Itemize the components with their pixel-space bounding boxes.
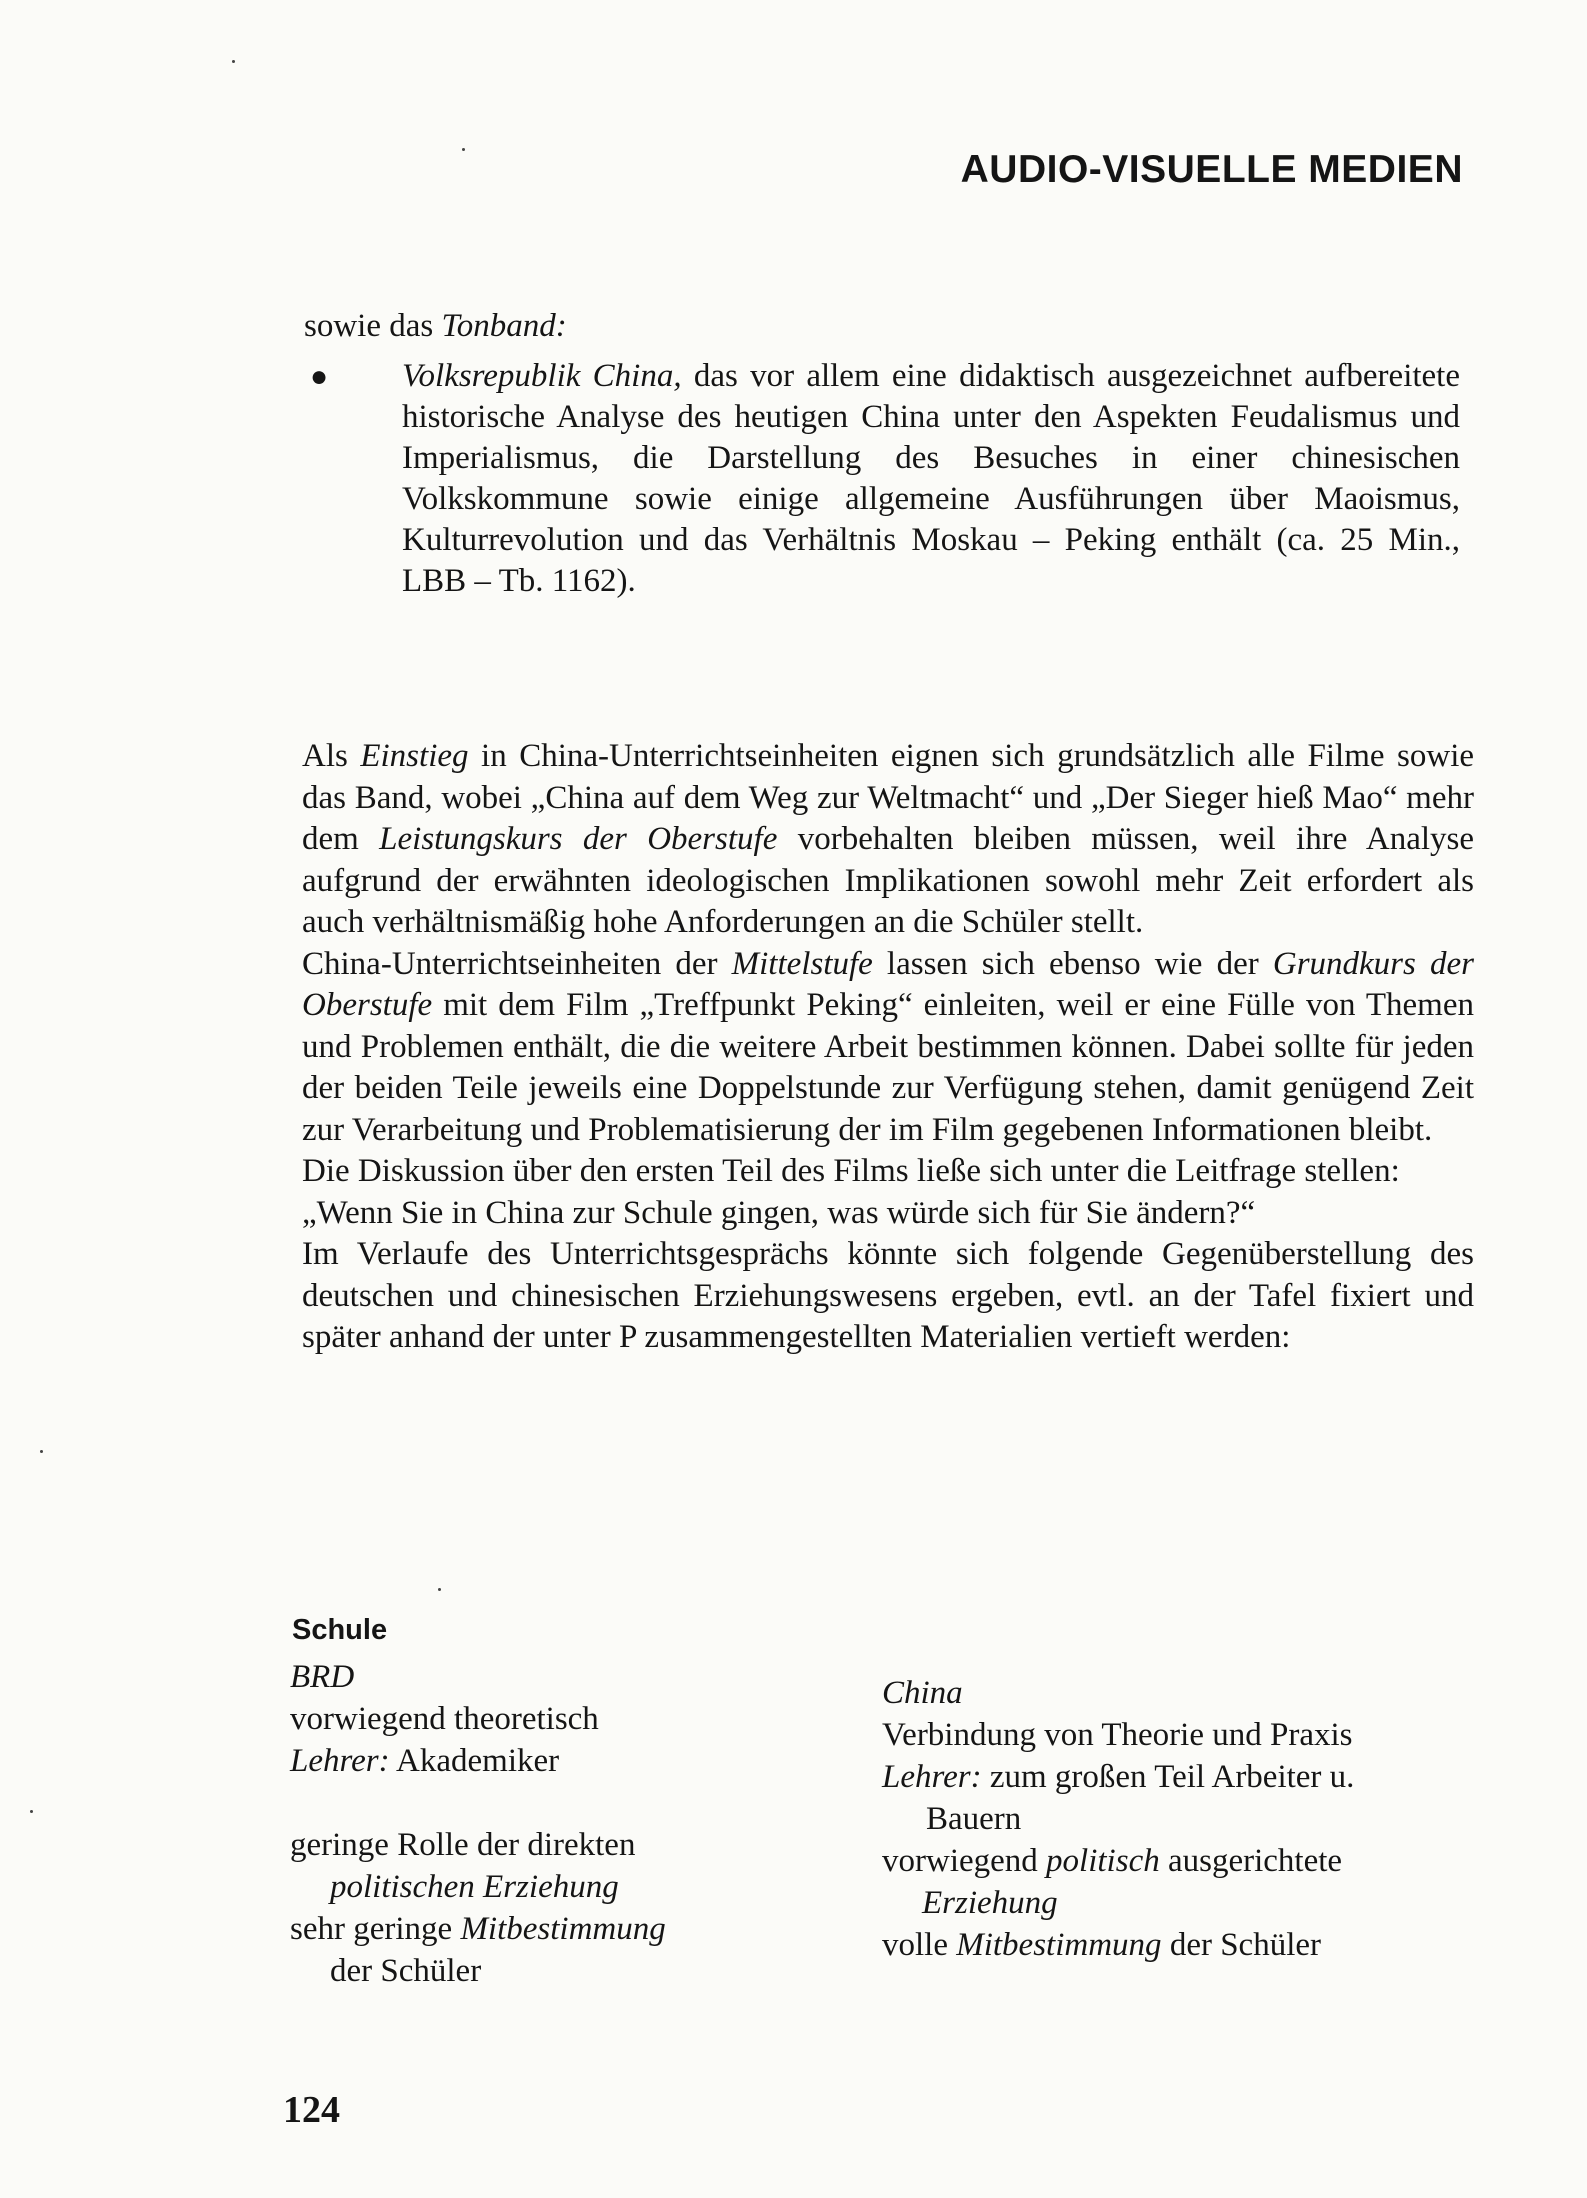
text-span: mit dem Film „Treffpunkt Peking“ einleiten, weil er eine Fülle von Themen und Problemen enthält, die die weitere Arbeit bestimmen können. Dabei sollte für jeden der beiden Teile jeweils eine Doppelstunde zur Verfügung stehen, damit genügend Zeit zur Verarbeitung und Problematisierung der im Film gegebenen Informationen bleibt. — [302, 987, 1474, 1148]
comparison-line: geringe Rolle der direkten — [290, 1827, 636, 1863]
text-span: China-Unterrichtseinheiten der — [302, 945, 732, 982]
text-span: der Schüler — [1161, 1927, 1322, 1963]
section-header: AUDIO-VISUELLE MEDIEN — [960, 148, 1463, 191]
text-span: in China-Unterrichtseinheiten eignen sich grundsätzlich alle Filme sowie das Band, wobei „China auf dem Weg zur Weltmacht“ und „Der Sieger hieß Mao“ mehr dem — [302, 738, 1475, 857]
comparison-line — [290, 1866, 810, 1908]
text-span: sehr geringe — [290, 1911, 461, 1947]
intro-prefix: sowie das — [304, 308, 442, 344]
value: zum großen Teil Arbeiter u. — [981, 1759, 1355, 1795]
text-span: lassen sich ebenso wie der — [872, 945, 1273, 982]
comparison-line — [882, 1882, 1482, 1924]
intro-line — [304, 308, 567, 345]
scan-speck — [30, 1810, 33, 1813]
comparison-line: Bauern — [926, 1801, 1022, 1837]
comparison-column-china — [882, 1672, 1482, 1966]
intro-italic: Tonband: — [441, 308, 567, 344]
bullet-title: Volksrepublik China, — [402, 358, 682, 394]
comparison-line — [882, 1756, 1482, 1798]
comparison-line — [882, 1924, 1482, 1966]
comparison-heading: Schule — [292, 1614, 388, 1646]
value: Akademiker — [389, 1743, 560, 1779]
emphasis: Grundkurs der Oberstufe — [302, 945, 1474, 1023]
comparison-line — [882, 1840, 1482, 1882]
emphasis: Mittelstufe — [731, 945, 873, 982]
bullet-description: das vor allem eine didaktisch ausgezeichnet aufbereitete historische Analyse des heutigen China unter den Aspekten Feudalismus und Imperialismus, die Darstellung des Besuches in einer chinesischen Volkskommune sowie einige allgemeine Ausführungen über Maoismus, Kulturrevolution und das Verhältnis Moskau – Peking enthält (ca. 25 Min., LBB – Tb. 1162). — [402, 358, 1460, 599]
column-title: China — [882, 1675, 963, 1711]
column-title: BRD — [290, 1659, 355, 1695]
emphasis: Einstieg — [360, 738, 469, 774]
comparison-column-brd — [290, 1656, 810, 1992]
scan-speck — [40, 1450, 43, 1453]
scan-speck — [462, 148, 465, 151]
label: Lehrer: — [882, 1759, 982, 1795]
label: Lehrer: — [290, 1743, 390, 1779]
text-span: vorbehalten bleiben müssen, weil ihre Analyse aufgrund der erwähnten ideologischen Implikationen sowohl mehr Zeit erfordert als auch verhältnismäßig hohe Anforderungen an die Schüler stellt. — [302, 821, 1474, 940]
body-text — [302, 736, 1474, 1359]
page-number: 124 — [283, 2089, 340, 2131]
emphasis: Leistungskurs der Oberstufe — [379, 821, 778, 857]
emphasis: Erziehung — [922, 1885, 1058, 1921]
comparison-line: vorwiegend theoretisch — [290, 1701, 599, 1737]
paragraph-question: „Wenn Sie in China zur Schule gingen, was würde sich für Sie ändern?“ — [302, 1194, 1256, 1231]
emphasis: Mitbestimmung — [460, 1911, 666, 1947]
emphasis: politisch — [1046, 1843, 1160, 1879]
emphasis: politischen Erziehung — [330, 1869, 619, 1905]
text-span: Als — [302, 738, 361, 774]
paragraph-leitfrage: Die Diskussion über den ersten Teil des Films ließe sich unter die Leitfrage stellen: — [302, 1153, 1400, 1189]
comparison-line — [290, 1740, 810, 1782]
text-span: ausgerichtete — [1159, 1843, 1343, 1879]
scan-speck — [232, 60, 235, 63]
bullet-icon: ● — [310, 360, 329, 393]
comparison-line: Verbindung von Theorie und Praxis — [882, 1717, 1353, 1753]
emphasis: Mitbestimmung — [956, 1927, 1162, 1963]
paragraph-gegenueberstellung: Im Verlaufe des Unterrichtsgesprächs könnte sich folgende Gegenüberstellung des deutschen und chinesischen Erziehungswesens ergeben, evtl. an der Tafel fixiert und später anhand der unter P zusammengestellten Materialien vertieft werden: — [302, 1236, 1474, 1355]
bullet-text — [402, 356, 1460, 602]
paragraph-mittelstufe — [302, 944, 1474, 1152]
comparison-line: der Schüler — [330, 1953, 482, 1989]
comparison-line — [290, 1908, 810, 1950]
paragraph-einstieg — [302, 736, 1474, 944]
text-span: volle — [882, 1927, 957, 1963]
text-span: vorwiegend — [882, 1843, 1047, 1879]
scan-speck — [438, 1588, 441, 1591]
bullet-item — [310, 356, 1460, 602]
